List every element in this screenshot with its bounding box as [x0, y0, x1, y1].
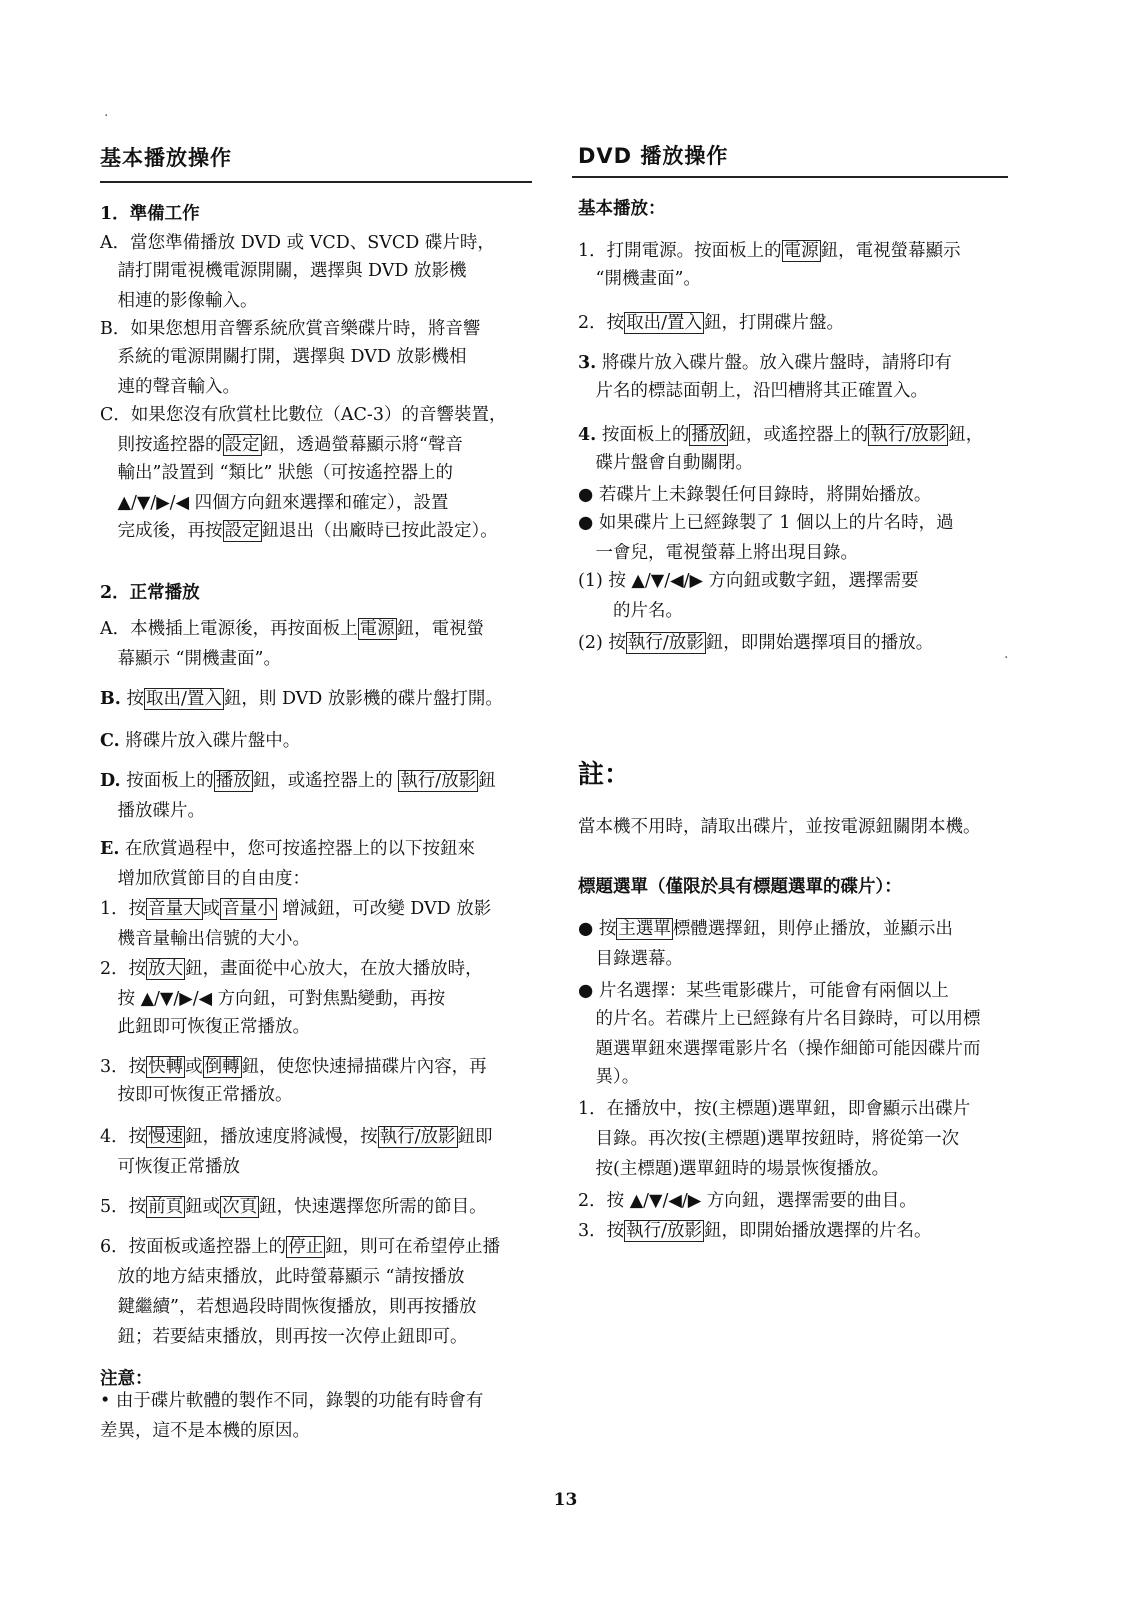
text-run: ▲/▼/▶/◀ 四個方向鈕來選擇和確定），設置 [100, 493, 449, 513]
left-text-line [100, 688, 503, 710]
button-name-box: 主選單 [618, 919, 671, 939]
text-run: 鈕，即開始播放選擇的片名。 [704, 1221, 932, 1241]
button-name-box: 執行/放影 [870, 425, 947, 445]
button-name-box: 音量大 [148, 899, 201, 919]
text-run: 1．打開電源。按面板上的 [578, 241, 782, 261]
button-name-box: 播放 [215, 771, 251, 791]
right-section-title: DVD 播放操作 [578, 144, 729, 168]
text-run: 放的地方結束播放，此時螢幕顯示 “請按播放 [100, 1267, 465, 1287]
text-run: 鈕，播放速度將減慢，按 [185, 1127, 378, 1147]
item-marker: B. [100, 689, 121, 709]
text-run: 按 [120, 689, 144, 709]
text-run: 相連的影像輸入。 [100, 291, 258, 311]
text-run: ● 按 [578, 919, 617, 939]
item-marker: E. [100, 839, 120, 859]
left-text-line [100, 770, 496, 792]
text-run: 請打開電視機電源開關，選擇與 DVD 放影機 [100, 261, 467, 281]
left-text-line [100, 1056, 487, 1078]
left-text-line [100, 290, 258, 312]
right-text-line [578, 980, 949, 1002]
left-text-line [100, 988, 445, 1010]
text-run: 1．準備工作 [100, 204, 200, 224]
text-run: 鈕；若要結束播放，則再按一次停止鈕即可。 [100, 1327, 468, 1347]
text-run: 鈕，透過螢幕顯示將“聲音 [261, 435, 463, 455]
button-name-box: 次頁 [222, 1197, 258, 1217]
right-text-line [578, 1128, 959, 1150]
text-run: 播放碟片。 [100, 801, 205, 821]
text-run: 鈕，則 DVD 放影機的碟片盤打開。 [223, 689, 503, 709]
text-run: 在欣賞過程中，您可按遙控器上的以下按鈕來 [119, 839, 475, 859]
button-name-box: 音量小 [222, 899, 275, 919]
text-run: 此鈕即可恢復正常播放。 [100, 1017, 310, 1037]
button-name-box: 執行/放影 [400, 771, 477, 791]
scan-speck: · [104, 108, 109, 124]
text-run: 鍵繼續”，若想過段時間恢復播放，則再按播放 [100, 1297, 477, 1317]
text-run: 鈕，則可在希望停止播 [325, 1237, 501, 1257]
text-run: 鈕，快速選擇您所需的節目。 [259, 1197, 487, 1217]
text-run: 異）。 [578, 1067, 640, 1087]
text-run: 2．正常播放 [100, 583, 200, 603]
text-run: 目錄選幕。 [578, 949, 683, 969]
text-run: 增加欣賞節目的自由度： [100, 869, 310, 889]
right-text-line [578, 1038, 981, 1060]
text-run: 鈕或 [185, 1197, 221, 1217]
text-run: 連的聲音輸入。 [100, 377, 240, 397]
button-name-box: 停止 [288, 1237, 324, 1257]
text-run: 按即可恢復正常播放。 [100, 1085, 293, 1105]
text-run: 可恢復正常播放 [100, 1157, 240, 1177]
right-text-line [578, 1158, 889, 1180]
text-run: 標體選擇鈕，則停止播放，並顯示出 [672, 919, 953, 939]
right-text-line [578, 1066, 639, 1088]
text-run: 按面板上的 [120, 771, 214, 791]
text-run: ● 如果碟片上已經錄製了 1 個以上的片名時，過 [578, 513, 954, 533]
item-marker: 3. [578, 353, 597, 373]
text-run: 系統的電源開關打開，選擇與 DVD 放影機相 [100, 347, 467, 367]
left-text-line [100, 648, 281, 670]
text-run: 3．按 [100, 1057, 147, 1077]
left-text-line [100, 1016, 310, 1038]
left-text-line [100, 520, 498, 542]
left-text-line [100, 868, 310, 890]
text-run: 增減鈕，可改變 DVD 放影 [276, 899, 492, 919]
text-run: 註： [578, 760, 631, 790]
left-section-title: 基本播放操作 [100, 146, 232, 170]
text-run: 鈕退出（出廠時已按此設定）。 [261, 521, 498, 541]
left-text-line [100, 618, 484, 640]
text-run: 目錄。再次按(主標題)選單按鈕時，將從第一次 [578, 1129, 960, 1149]
left-text-line [100, 462, 453, 484]
right-text-line [578, 198, 666, 220]
text-run: 則按遙控器的 [100, 435, 223, 455]
text-run: 1．在播放中，按(主標題)選單鈕，即會顯示出碟片 [578, 1099, 971, 1119]
left-text-line [100, 1126, 493, 1148]
right-text-line [578, 1190, 917, 1212]
left-text-line [100, 232, 495, 254]
right-text-line [578, 918, 953, 940]
left-text-line [100, 1326, 468, 1348]
button-name-box: 取出/置入 [626, 313, 703, 333]
note-heading [578, 760, 631, 790]
text-run: 差異，這不是本機的原因。 [100, 1421, 310, 1441]
text-run: 或 [185, 1057, 203, 1077]
left-text-line [100, 260, 467, 282]
right-text-line [578, 632, 933, 654]
left-text-line [100, 898, 491, 920]
text-run: B．如果您想用音響系統欣賞音樂碟片時，將音響 [100, 319, 481, 339]
button-name-box: 電源 [359, 619, 395, 639]
text-run: 鈕，即開始選擇項目的播放。 [705, 633, 934, 653]
right-text-line [578, 268, 701, 290]
text-run: ● 若碟片上未錄製任何目錄時，將開始播放。 [578, 485, 932, 505]
right-text-line [578, 352, 952, 374]
button-name-box: 播放 [691, 425, 727, 445]
button-name-box: 放大 [148, 959, 184, 979]
text-run: 鈕，畫面從中心放大，在放大播放時， [185, 959, 483, 979]
left-text-line [100, 434, 463, 456]
item-marker: C. [100, 731, 120, 751]
text-run: 題選單鈕來選擇電影片名（操作細節可能因碟片而 [578, 1039, 981, 1059]
text-run: 機音量輸出信號的大小。 [100, 929, 310, 949]
text-run: 鈕即 [457, 1127, 493, 1147]
text-run: 的片名。 [578, 601, 683, 621]
right-title-rule [572, 176, 1008, 178]
text-run: 標題選單（僅限於具有標題選單的碟片）： [578, 877, 902, 897]
text-run: 2．按 [578, 313, 625, 333]
page-number: 13 [553, 1490, 578, 1510]
text-run: (2) 按 [578, 633, 626, 653]
button-name-box: 設定 [224, 435, 260, 455]
button-name-box: 執行/放影 [626, 1221, 703, 1241]
text-run: 鈕，打開碟片盤。 [704, 313, 845, 333]
text-run: 當本機不用時，請取出碟片，並按電源鈕關閉本機。 [578, 817, 981, 837]
text-run: 或 [202, 899, 221, 919]
text-run: 鈕， [948, 425, 984, 445]
text-run: 鈕，或遙控器上的 [728, 425, 869, 445]
text-run: “開機畫面”。 [578, 269, 701, 289]
right-text-line [578, 512, 954, 534]
left-text-line [100, 838, 475, 860]
text-run: 完成後，再按 [100, 521, 223, 541]
left-text-line [100, 1266, 465, 1288]
item-marker: D. [100, 771, 121, 791]
item-marker: 4. [578, 425, 597, 445]
scan-speck: · [1004, 650, 1009, 666]
right-text-line [578, 484, 931, 506]
right-text-line [578, 816, 981, 838]
text-run: 將碟片放入碟片盤。放入碟片盤時，請將印有 [596, 353, 952, 373]
right-text-line [578, 1098, 970, 1120]
text-run: C．如果您沒有欣賞杜比數位（AC-3）的音響裝置， [100, 405, 507, 425]
text-run: 2．按 ▲/▼/◀/▶ 方向鈕，選擇需要的曲目。 [578, 1191, 917, 1211]
text-run: A．本機插上電源後，再按面板上 [100, 619, 358, 639]
text-run: 幕顯示 “開機畫面”。 [100, 649, 281, 669]
button-name-box: 執行/放影 [379, 1127, 456, 1147]
left-text-line [100, 404, 506, 426]
left-text-line [100, 800, 205, 822]
right-text-line [578, 424, 983, 446]
text-run: 3．按 [578, 1221, 625, 1241]
right-text-line [578, 1008, 981, 1030]
right-text-line [578, 542, 858, 564]
text-run: 按 ▲/▼/▶/◀ 方向鈕，可對焦點變動，再按 [100, 989, 446, 1009]
left-text-line [100, 1196, 487, 1218]
left-text-line [100, 958, 483, 980]
text-run: 6．按面板或遙控器上的 [100, 1237, 287, 1257]
button-name-box: 快轉 [148, 1057, 184, 1077]
text-run: (1) 按 ▲/▼/◀/▶ 方向鈕或數字鈕，選擇需要 [578, 571, 919, 591]
text-run: 將碟片放入碟片盤中。 [119, 731, 301, 751]
left-text-line [100, 1296, 476, 1318]
left-text-line [100, 492, 448, 514]
text-run: 注意： [100, 1369, 153, 1389]
left-text-line [100, 318, 480, 340]
left-text-line [100, 203, 200, 225]
left-text-line [100, 1236, 500, 1258]
right-text-line [578, 600, 683, 622]
right-text-line [578, 948, 683, 970]
left-text-line [100, 928, 310, 950]
left-text-line [100, 376, 240, 398]
button-name-box: 設定 [224, 521, 260, 541]
text-run: 1．按 [100, 899, 147, 919]
button-name-box: 倒轉 [204, 1057, 240, 1077]
text-run: 4．按 [100, 1127, 147, 1147]
text-run: 鈕，電視螢幕顯示 [820, 241, 961, 261]
right-text-line [578, 380, 928, 402]
text-run: A．當您準備播放 DVD 或 VCD、SVCD 碟片時， [100, 233, 495, 253]
right-text-line [578, 452, 753, 474]
text-run: 鈕，電視螢 [396, 619, 485, 639]
text-run: 的片名。若碟片上已經錄有片名目錄時，可以用標 [578, 1009, 981, 1029]
text-run: 鈕，使您快速掃描碟片內容，再 [241, 1057, 487, 1077]
right-text-line [578, 1220, 932, 1242]
left-text-line [100, 730, 300, 752]
right-text-line [578, 570, 919, 592]
text-run: 按(主標題)選單鈕時的場景恢復播放。 [578, 1159, 890, 1179]
left-text-line [100, 1084, 293, 1106]
text-run: 按面板上的 [596, 425, 690, 445]
text-run: 鈕 [478, 771, 496, 791]
button-name-box: 電源 [783, 241, 819, 261]
left-text-line [100, 1156, 240, 1178]
text-run: 輸出”設置到 “類比” 狀態（可按遙控器上的 [100, 463, 453, 483]
text-run: • 由于碟片軟體的製作不同，錄製的功能有時會有 [100, 1391, 484, 1411]
left-text-line [100, 1390, 483, 1412]
left-text-line [100, 1420, 310, 1442]
text-run: 碟片盤會自動關閉。 [578, 453, 753, 473]
right-text-line [578, 876, 902, 898]
text-run: 鈕，或遙控器上的 [252, 771, 399, 791]
left-text-line [100, 582, 200, 604]
text-run: ● 片名選擇：某些電影碟片，可能會有兩個以上 [578, 981, 949, 1001]
right-text-line [578, 312, 844, 334]
text-run: 一會兒，電視螢幕上將出現目錄。 [578, 543, 858, 563]
text-run: 片名的標誌面朝上，沿凹槽將其正確置入。 [578, 381, 928, 401]
left-text-line [100, 346, 467, 368]
button-name-box: 執行/放影 [627, 633, 704, 653]
left-text-line [100, 1368, 153, 1390]
button-name-box: 前頁 [148, 1197, 184, 1217]
text-run: 2．按 [100, 959, 147, 979]
text-run: 基本播放： [578, 199, 666, 219]
button-name-box: 慢速 [148, 1127, 184, 1147]
left-title-rule [100, 181, 532, 183]
text-run: 5．按 [100, 1197, 147, 1217]
button-name-box: 取出/置入 [145, 689, 222, 709]
right-text-line [578, 240, 961, 262]
